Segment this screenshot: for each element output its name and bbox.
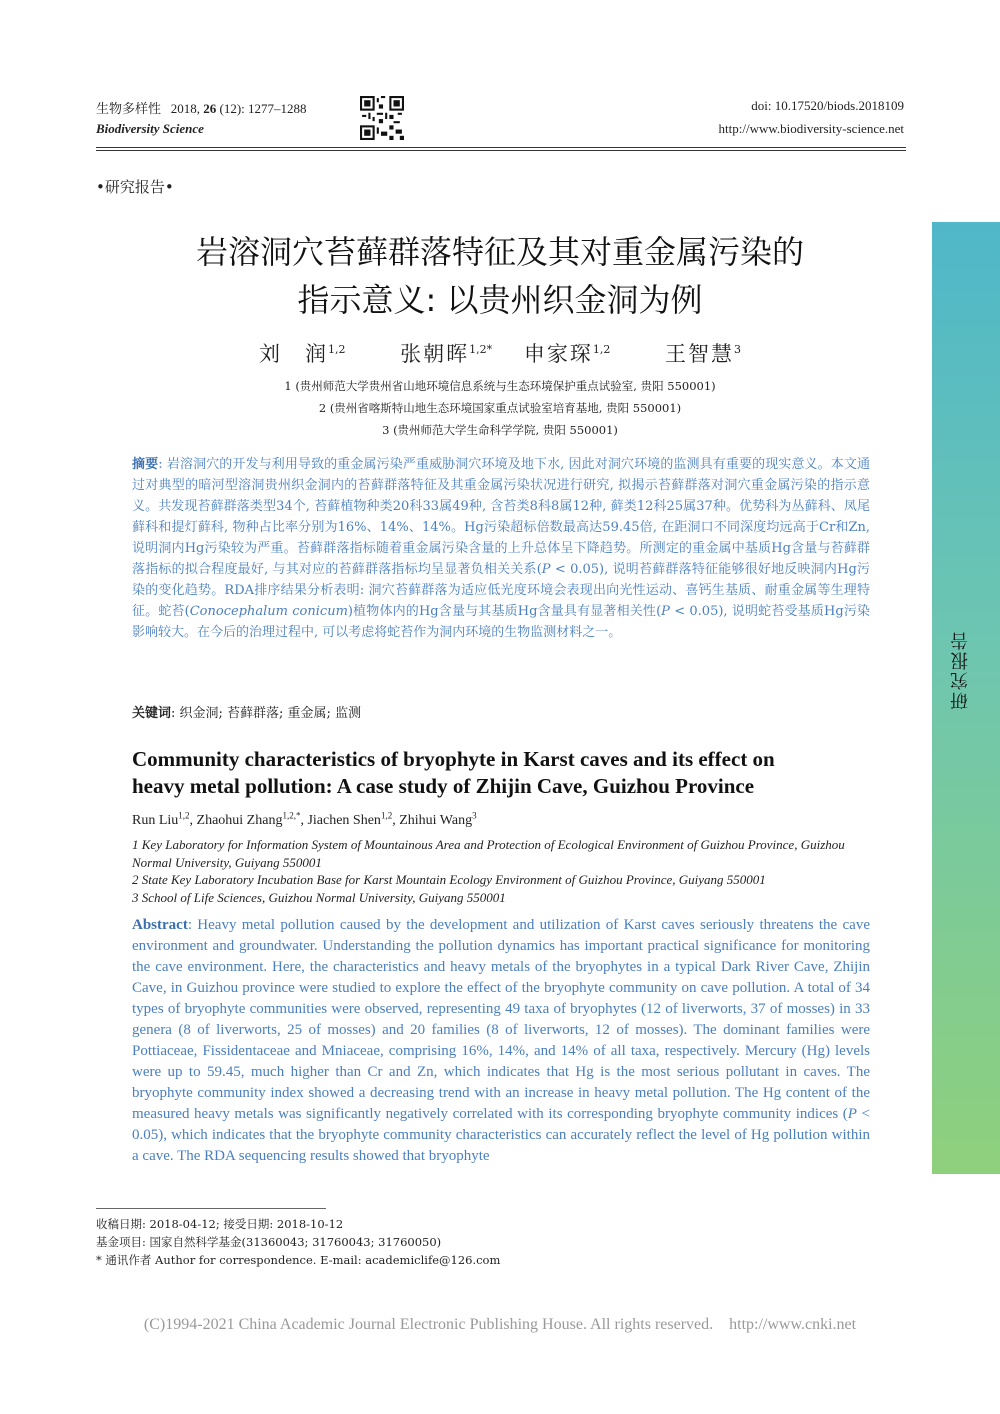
keywords-zh: 关键词: 织金洞; 苔藓群落; 重金属; 监测 bbox=[132, 706, 362, 721]
citation-suffix: (12): 1277–1288 bbox=[216, 101, 307, 116]
affiliation-en: 3 School of Life Sciences, Guizhou Normal University, Guiyang 550001 bbox=[132, 889, 506, 905]
abstract-zh-label: 摘要 bbox=[132, 457, 159, 472]
journal-citation bbox=[96, 98, 307, 117]
authors-zh bbox=[0, 338, 1000, 368]
footnote: 基金项目: 国家自然科学基金(31360043; 31760043; 31760050) bbox=[96, 1235, 442, 1249]
footnote-rule bbox=[96, 1208, 326, 1209]
title-en-line: Community characteristics of bryophyte in Karst caves and its effect on bbox=[132, 747, 775, 771]
abstract-en: Abstract: Heavy metal pollution caused by the development and utilization of Karst caves seriously threatens the cave environment and groundwater. Understanding the pollution dynamics has important practical significance for monitoring the cave environment. Here, the characteristics and heavy metals of the bryophytes in a typical Dark River Cave, Zhijin Cave, in Guizhou province were studied to explore the effect of the bryophyte community on cave pollution. A total of 34 types of bryophyte communities were observed, representing 49 taxa of bryophytes (12 of liverworts, 37 of mosses) in 33 genera (8 of liverworts, 25 of mosses) and 20 families (8 of liverworts, 12 of mosses). The dominant families were Pottiaceae, Fissidentaceae and Mniaceae, comprising 16%, 14%, and 14% of all taxa, respectively. Mercury (Hg) levels were up to 59.45, much higher than Cr and Zn, which indicates that Hg is the most serious pollutant in caves. The bryophyte community index showed a decreasing trend with an increase in heavy metal pollution. The Hg content of the measured heavy metals was significantly negatively correlated with its corresponding bryophyte community indices (P < 0.05), which indicates that the bryophyte community characteristics can accurately reflect the level of Hg pollution within a cave. The RDA sequencing results showed that bryophyte bbox=[132, 917, 870, 1164]
footnote: 收稿日期: 2018-04-12; 接受日期: 2018-10-12 bbox=[96, 1217, 344, 1231]
doi[interactable]: doi: 10.17520/biods.2018109 bbox=[751, 98, 904, 113]
header-rule-top bbox=[96, 147, 906, 148]
author-en: Zhihui Wang$^3$ bbox=[399, 810, 477, 828]
section-label: •研究报告• bbox=[96, 178, 174, 196]
header-rule-bottom bbox=[96, 150, 906, 151]
footnote: * 通讯作者 Author for correspondence. E-mail: academiclife@126.com bbox=[96, 1253, 501, 1267]
affiliation-zh: 1 (贵州师范大学贵州省山地环境信息系统与生态环境保护重点试验室, 贵阳 550001) bbox=[284, 379, 716, 393]
title-zh-line: 岩溶洞穴苔藓群落特征及其对重金属污染的 bbox=[195, 233, 804, 271]
footnotes bbox=[96, 1215, 500, 1269]
author-zh: 张朝晖$^{1,2*}$ bbox=[400, 342, 493, 366]
affiliation-zh: 2 (贵州省喀斯特山地生态环境国家重点试验室培育基地, 贵阳 550001) bbox=[318, 401, 682, 415]
affiliation-en: 1 Key Laboratory for Information System of Mountainous Area and Protection of Ecological Environment of Guizhou Province, Guizhou Normal University, Guiyang 550001 bbox=[132, 837, 845, 870]
keywords-label: 关键词 bbox=[132, 706, 172, 721]
citation-prefix: 2018, bbox=[170, 101, 204, 116]
author-zh: 申家琛$^{1,2}$ bbox=[523, 342, 611, 366]
affiliation-en: 2 State Key Laboratory Incubation Base for Karst Mountain Ecology Environment of Guizhou Province, Guiyang 550001 bbox=[132, 872, 766, 887]
author-en: Jiachen Shen$^{1,2}$, bbox=[307, 810, 400, 828]
title-en bbox=[132, 746, 872, 800]
volume: 26 bbox=[203, 101, 217, 116]
journal-name-zh: 生物多样性 bbox=[96, 101, 162, 116]
title-zh bbox=[0, 228, 1000, 324]
title-zh-line: 指示意义: 以贵州织金洞为例 bbox=[297, 281, 703, 319]
author-en: Run Liu$^{1,2}$, bbox=[132, 810, 197, 828]
side-tab-label: 研究报告 bbox=[950, 630, 971, 710]
author-zh: 刘 润$^{1,2}$ bbox=[258, 342, 346, 366]
authors-en bbox=[132, 810, 477, 829]
abstract-en-label: Abstract bbox=[132, 917, 188, 933]
affiliation-zh: 3 (贵州师范大学生命科学学院, 贵阳 550001) bbox=[382, 423, 618, 437]
copyright-notice: (C)1994-2021 China Academic Journal Electronic Publishing House. All rights reserved. http://www.cnki.net bbox=[143, 1316, 857, 1333]
journal-name-en: Biodiversity Science bbox=[96, 121, 204, 136]
title-en-line: heavy metal pollution: A case study of Zhijin Cave, Guizhou Province bbox=[132, 774, 755, 798]
journal-url[interactable]: http://www.biodiversity-science.net bbox=[718, 121, 904, 136]
author-en: Zhaohui Zhang$^{1,2,*}$, bbox=[196, 810, 308, 828]
affiliations-en bbox=[132, 836, 870, 906]
abstract-zh: 摘要: 岩溶洞穴的开发与利用导致的重金属污染严重威胁洞穴环境及地下水, 因此对洞穴环境的监测具有重要的现实意义。本文通过对典型的暗河型溶洞贵州织金洞内的苔藓群落特征及其重金属污染状况进行研究, 拟揭示苔藓群落对洞穴重金属污染的指示意义。共发现苔藓群落类型34个, 苔藓植物种类20科33属49种, 含苔类8科8属12种, 藓类12科25属37种。优势科为丛藓科、凤尾藓科和提灯藓科, 物种占比率分别为16%、14%、14%。Hg污染超标倍数最高达59.45倍, 在距洞口不同深度均远高于Cr和Zn, 说明洞内Hg污染较为严重。苔藓群落指标随着重金属污染含量的上升总体呈下降趋势。所测定的重金属中基质Hg含量与苔藓群落指标的拟合程度最好, 与其对应的苔藓群落指标均呈显著负相关关系(P < 0.05), 说明苔藓群落特征能够很好地反映洞内Hg污染的变化趋势。RDA排序结果分析表明: 洞穴苔藓群落为适应低光度环境会表现出向光性运动、喜钙生基质、耐重金属等生理特征。蛇苔(Conocephalum conicum)植物体内的Hg含量与其基质Hg含量具有显著相关性(P < 0.05), 说明蛇苔受基质Hg污染影响较大。在今后的治理过程中, 可以考虑将蛇苔作为洞内环境的生物监测材料之一。 bbox=[132, 457, 870, 640]
qr-code-icon bbox=[360, 96, 404, 140]
author-zh: 王智慧$^3$ bbox=[665, 342, 742, 366]
